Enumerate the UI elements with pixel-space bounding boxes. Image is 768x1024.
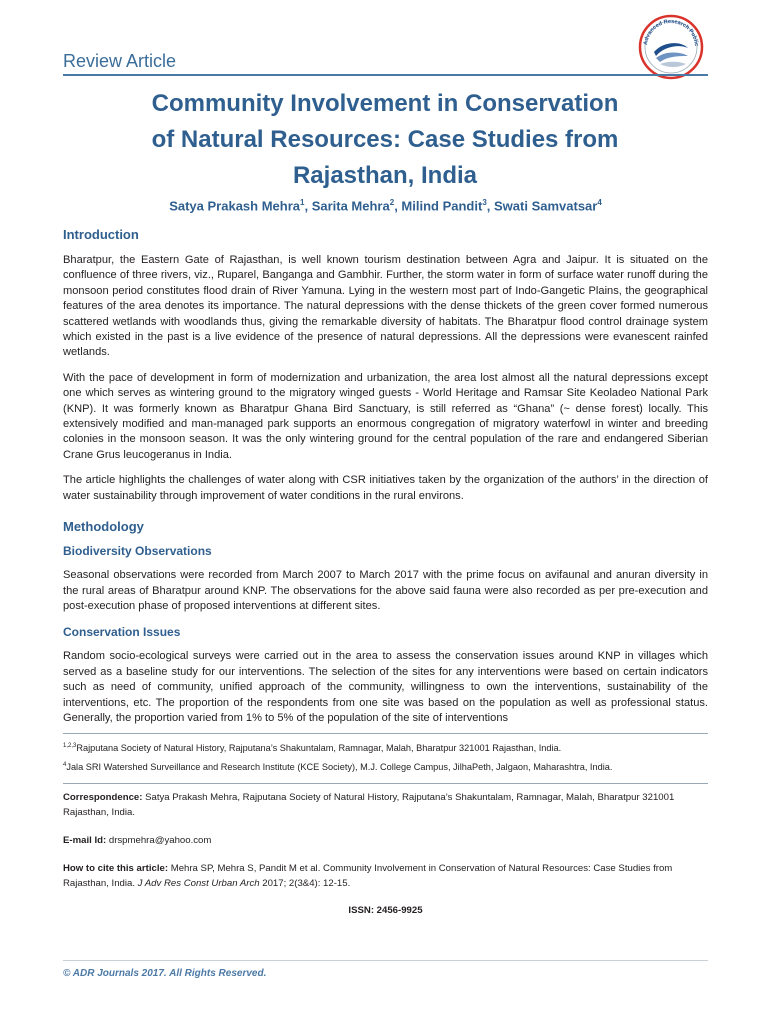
journal-logo: [638, 14, 704, 80]
citation-journal: J Adv Res Const Urban Arch: [137, 878, 260, 890]
article-body: [63, 226, 708, 918]
logo-text: Advanced Research Public: [643, 18, 700, 47]
citation-tail: 2017; 2(3&4): 12-15.: [259, 878, 351, 890]
footnote-mark: 4: [63, 762, 67, 769]
correspondence-label: Correspondence:: [63, 792, 143, 804]
correspondence: [63, 790, 708, 820]
article-title: [80, 86, 690, 194]
citation-label: How to cite this article:: [63, 863, 169, 875]
affiliation-footnote: [63, 759, 708, 774]
paragraph: Seasonal observations were recorded from March 2007 to March 2017 with the prime focus on avifaunal and anuran diversity in the rural areas of Bharatpur around KNP. The observations for the above said fauna were also recorded as per pre-execution and post-execution phase of proposed interventions at different sites.: [63, 569, 708, 612]
section-heading-introduction: Introduction: [63, 227, 139, 242]
header-rule: [63, 74, 708, 76]
correspondence-text: Satya Prakash Mehra, Rajputana Society of Natural History, Rajputana’s Shakuntalam, Ramnagar, Malah, Bharatpur 321001 Rajasthan, India.: [63, 792, 675, 819]
issn: ISSN: 2456-9925: [348, 905, 423, 917]
author-list: [63, 198, 708, 213]
author-name: Swati Samvatsar: [494, 198, 598, 214]
citation-text: Mehra SP, Mehra S, Pandit M et al. Community Involvement in Conservation of Natural Resources: Case Studies from Rajasthan, India.: [63, 863, 673, 890]
title-line: of Natural Resources: Case Studies from: [151, 126, 619, 153]
journal-seal-icon: [638, 14, 704, 80]
author-affiliation-mark: 3: [482, 198, 487, 207]
footer-rule: [63, 960, 708, 961]
subsection-heading-biodiversity: Biodiversity Observations: [63, 544, 212, 559]
author-name: Sarita Mehra: [311, 198, 390, 214]
email-link[interactable]: drspmehra@yahoo.com: [106, 835, 212, 847]
subsection-heading-conservation: Conservation Issues: [63, 625, 181, 640]
author-separator: ,: [394, 198, 402, 214]
author-name: Satya Prakash Mehra: [169, 198, 300, 214]
section-heading-methodology: Methodology: [63, 519, 144, 535]
author-affiliation-mark: 4: [597, 198, 602, 207]
citation: [63, 861, 708, 891]
affiliation-footnote: [63, 740, 708, 755]
author-name: Milind Pandit: [401, 198, 483, 214]
title-line: Community Involvement in Conservation: [151, 90, 619, 117]
affiliation-text: Rajputana Society of Natural History, Rajputana’s Shakuntalam, Ramnagar, Malah, Bharatpur 321001 Rajasthan, India.: [76, 743, 562, 754]
paragraph: Bharatpur, the Eastern Gate of Rajasthan, is well known tourism destination between Agra and Jaipur. It is situated on the confluence of three rivers, viz., Ruparel, Banganga and Gambhir. Further, the storm water in form of surface water runoff during the monsoon period constitutes flood drain of River Yamuna. Lying in the western most part of Indo-Gangetic Plains, the geographical features of the area denotes its importance. The natural depressions with the dense thickets of the green cover formed numerous scattered wetlands with woodlands thus, giving the remarkable diversity of habitats. The Bharatpur flood control drainage system which existed in the past is a live evidence of the presence of natural depressions. All the depressions were evanescent rainfed wetlands.: [63, 254, 708, 359]
author-affiliation-mark: 1: [300, 198, 305, 207]
copyright: © ADR Journals 2017. All Rights Reserved.: [63, 968, 267, 979]
paragraph: The article highlights the challenges of water along with CSR initiatives taken by the organization of the authors’ in the direction of water sustainability through improvement of water conditions in the rural environs.: [63, 474, 708, 502]
author-separator: ,: [304, 198, 312, 214]
author-separator: ,: [486, 198, 494, 214]
affiliation-text: Jala SRI Watershed Surveillance and Research Institute (KCE Society), M.J. College Campus, JilhaPeth, Jalgaon, Maharashtra, India.: [66, 762, 613, 773]
paragraph: Random socio-ecological surveys were carried out in the area to assess the conservation issues around KNP in villages which served as a baseline study for our interventions. The selection of the sites for any interventions were based on certain indicators such as need of community, unified approach of the community, willingness to own the interventions, sustainability of the interventions, etc. The proportion of the respondents from one site was based on the population as well as professional status. Generally, the proportion varied from 1% to 5% of the population of the site of interventions: [63, 650, 708, 724]
email-label: E-mail Id:: [63, 835, 107, 847]
paragraph: With the pace of development in form of modernization and urbanization, the area lost almost all the natural depressions except one which serves as wintering ground to the migratory winged guests - World Heritage and Ramsar Site Keoladeo National Park (KNP). It was formerly known as Bharatpur Ghana Bird Sanctuary, is still referred as “Ghana” (~ dense forest) locally. This extensively modified and man-managed park supports an enormous congregation of migratory waterfowl in winter and breeding colonies in the monsoon season. It was the only wintering ground for the central population of the rare and endangered Siberian Crane Grus leucogeranus in India.: [63, 371, 708, 461]
author-affiliation-mark: 2: [389, 198, 395, 207]
article-type: Review Article: [63, 51, 177, 71]
email: [63, 833, 708, 848]
title-line: Rajasthan, India: [292, 162, 478, 189]
footnote-mark: 1,2,3: [63, 743, 77, 750]
